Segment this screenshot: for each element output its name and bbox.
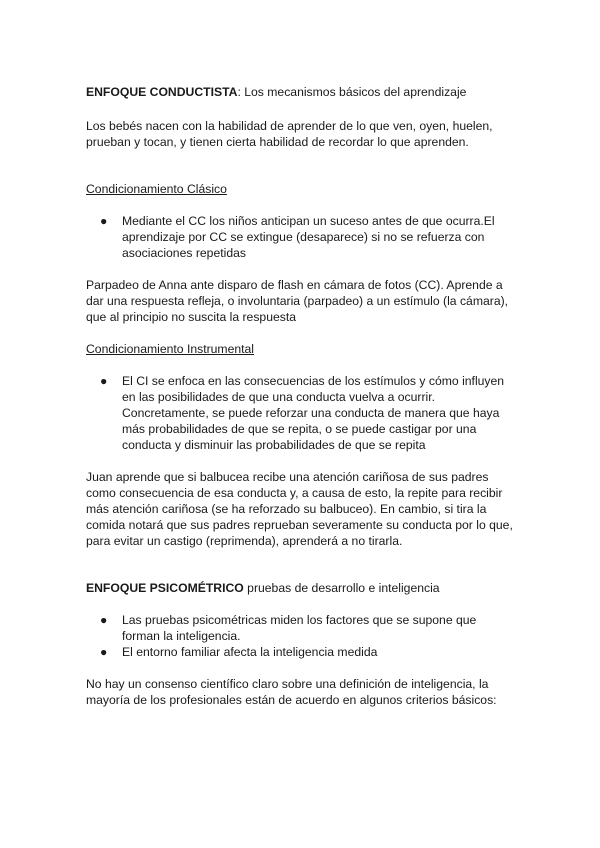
subheading-condicionamiento-instrumental: Condicionamiento Instrumental — [86, 342, 255, 356]
list-item: ● Mediante el CC los niños anticipan un suceso antes de que ocurra.El aprendizaje por CC se extingue (desaparece) si no se refuerza con asociaciones repetidas — [100, 214, 495, 260]
list-item: ● Las pruebas psicométricas miden los factores que se supone que forman la inteligencia. — [100, 613, 477, 643]
bullet-list-clasico — [86, 213, 516, 261]
bullet-list-psicometrico — [86, 612, 516, 660]
heading-enfoque-conductista — [86, 84, 516, 100]
list-item: ● El entorno familiar afecta la inteligencia medida — [100, 645, 378, 659]
heading-enfoque-psicometrico — [86, 580, 516, 596]
heading-bold: ENFOQUE CONDUCTISTA — [86, 85, 238, 99]
intro-paragraph: Los bebés nacen con la habilidad de aprender de lo que ven, oyen, huelen, prueban y tocan, y tienen cierta habilidad de recordar lo que aprenden. — [86, 119, 493, 149]
subheading-condicionamiento-clasico: Condicionamiento Clásico — [86, 182, 227, 196]
heading-rest: pruebas de desarrollo e inteligencia — [243, 581, 440, 595]
heading-bold: ENFOQUE PSICOMÉTRICO — [86, 581, 244, 595]
bullet-icon: ● — [100, 645, 108, 659]
list-item: ● El CI se enfoca en las consecuencias de los estímulos y cómo influyen en las posibilidades de que una conducta vuelva a ocurrir. Concretamente, se puede reforzar una conducta de manera que haya más probabilidades de que se repita, o se puede castigar por una conducta y disminuir las probabilidades de que se repita — [100, 374, 505, 452]
heading-rest: : Los mecanismos básicos del aprendizaje — [237, 85, 467, 99]
clasico-example-paragraph: Parpadeo de Anna ante disparo de flash en cámara de fotos (CC). Aprende a dar una respuesta refleja, o involuntaria (parpadeo) a un estímulo (la cámara), que al principio no suscita la respuesta — [86, 278, 509, 324]
instrumental-example-paragraph: Juan aprende que si balbucea recibe una atención cariñosa de sus padres como consecuencia de esa conducta y, a causa de esto, la repite para recibir más atención cariñosa (se ha reforzado su balbuceo). En cambio, si tira la comida notará que sus padres reprueban severamente su conducta por lo que, para evitar un castigo (reprimenda), aprenderá a no tirarla. — [86, 470, 513, 548]
bullet-icon: ● — [100, 613, 108, 627]
closing-paragraph: No hay un consenso científico claro sobre una definición de inteligencia, la mayoría de los profesionales están de acuerdo en algunos criterios básicos: — [86, 677, 497, 707]
bullet-icon: ● — [100, 214, 108, 228]
bullet-icon: ● — [100, 374, 108, 388]
bullet-list-instrumental — [86, 373, 516, 453]
